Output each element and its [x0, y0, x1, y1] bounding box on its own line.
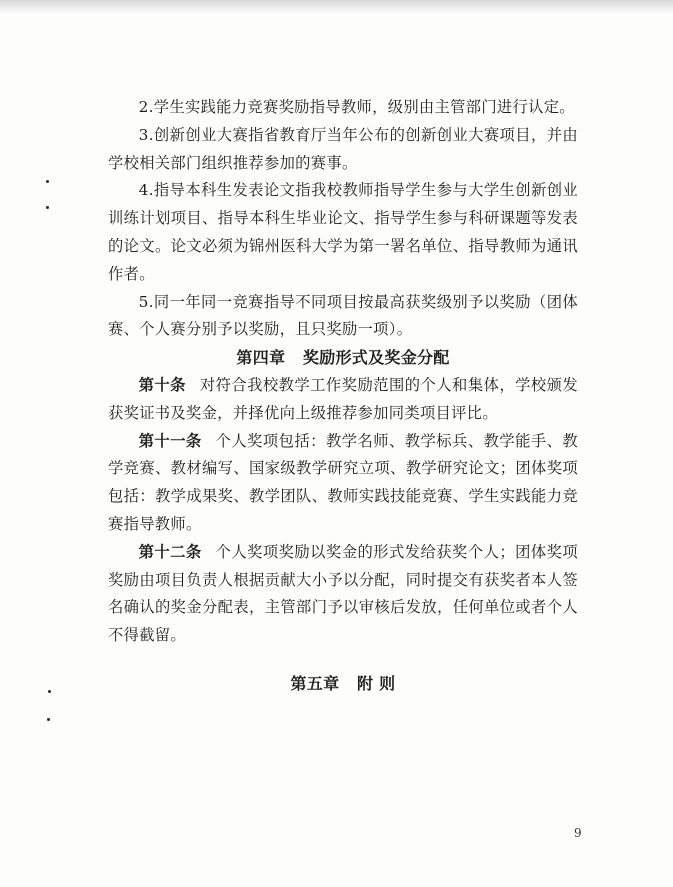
article-10-label: 第十条 — [138, 375, 186, 394]
scan-speck — [46, 206, 49, 209]
article-12-text: 个人奖项奖励以奖金的形式发给获奖个人；团体奖项奖励由项目负责人根据贡献大小予以分配，同时提交有获奖者本人签名确认的奖金分配表，主管部门予以审核后发放，任何单位或者个人不得截留。 — [108, 542, 578, 645]
article-12-label: 第十二条 — [138, 542, 202, 561]
chapter-5-title: 附 则 — [357, 673, 396, 693]
chapter-4-title: 奖励形式及奖金分配 — [302, 348, 450, 368]
document-body — [108, 94, 578, 698]
article-10-text: 对符合我校教学工作奖励范围的个人和集体，学校颁发获奖证书及奖金，并择优向上级推荐参加同类项目评比。 — [108, 375, 578, 422]
chapter-4-heading — [108, 344, 578, 372]
article-11 — [108, 428, 578, 539]
page-number: 9 — [574, 826, 582, 840]
scan-speck — [46, 180, 49, 183]
chapter-4-number: 第四章 — [236, 348, 286, 368]
article-12 — [108, 539, 578, 650]
paragraph-item-5: 5.同一年同一竞赛指导不同项目按最高获奖级别予以奖励（团体赛、个人赛分别予以奖励，且只奖励一项）。 — [108, 292, 578, 339]
article-10 — [108, 372, 578, 428]
scan-speck — [47, 718, 50, 721]
paragraph-item-3: 3.创新创业大赛指省教育厅当年公布的创新创业大赛项目，并由学校相关部门组织推荐参加的赛事。 — [108, 125, 578, 172]
paragraph-item-4: 4.指导本科生发表论文指我校教师指导学生参与大学生创新创业训练计划项目、指导本科生毕业论文、指导学生参与科研课题等发表的论文。论文必须为锦州医科大学为第一署名单位、指导教师为通讯作者。 — [108, 181, 578, 283]
article-11-label: 第十一条 — [138, 431, 202, 450]
paragraph-item-2: 2.学生实践能力竞赛奖励指导教师，级别由主管部门进行认定。 — [138, 98, 575, 116]
chapter-5-heading — [108, 670, 578, 698]
scan-speck — [48, 690, 51, 693]
scan-top-shadow — [0, 0, 673, 14]
article-11-text: 个人奖项包括：教学名师、教学标兵、教学能手、教学竞赛、教材编写、国家级教学研究立项、教学研究论文；团体奖项包括：教学成果奖、教学团队、教师实践技能竞赛、学生实践能力竞赛指导教师。 — [108, 431, 578, 533]
chapter-5-number: 第五章 — [290, 673, 340, 693]
